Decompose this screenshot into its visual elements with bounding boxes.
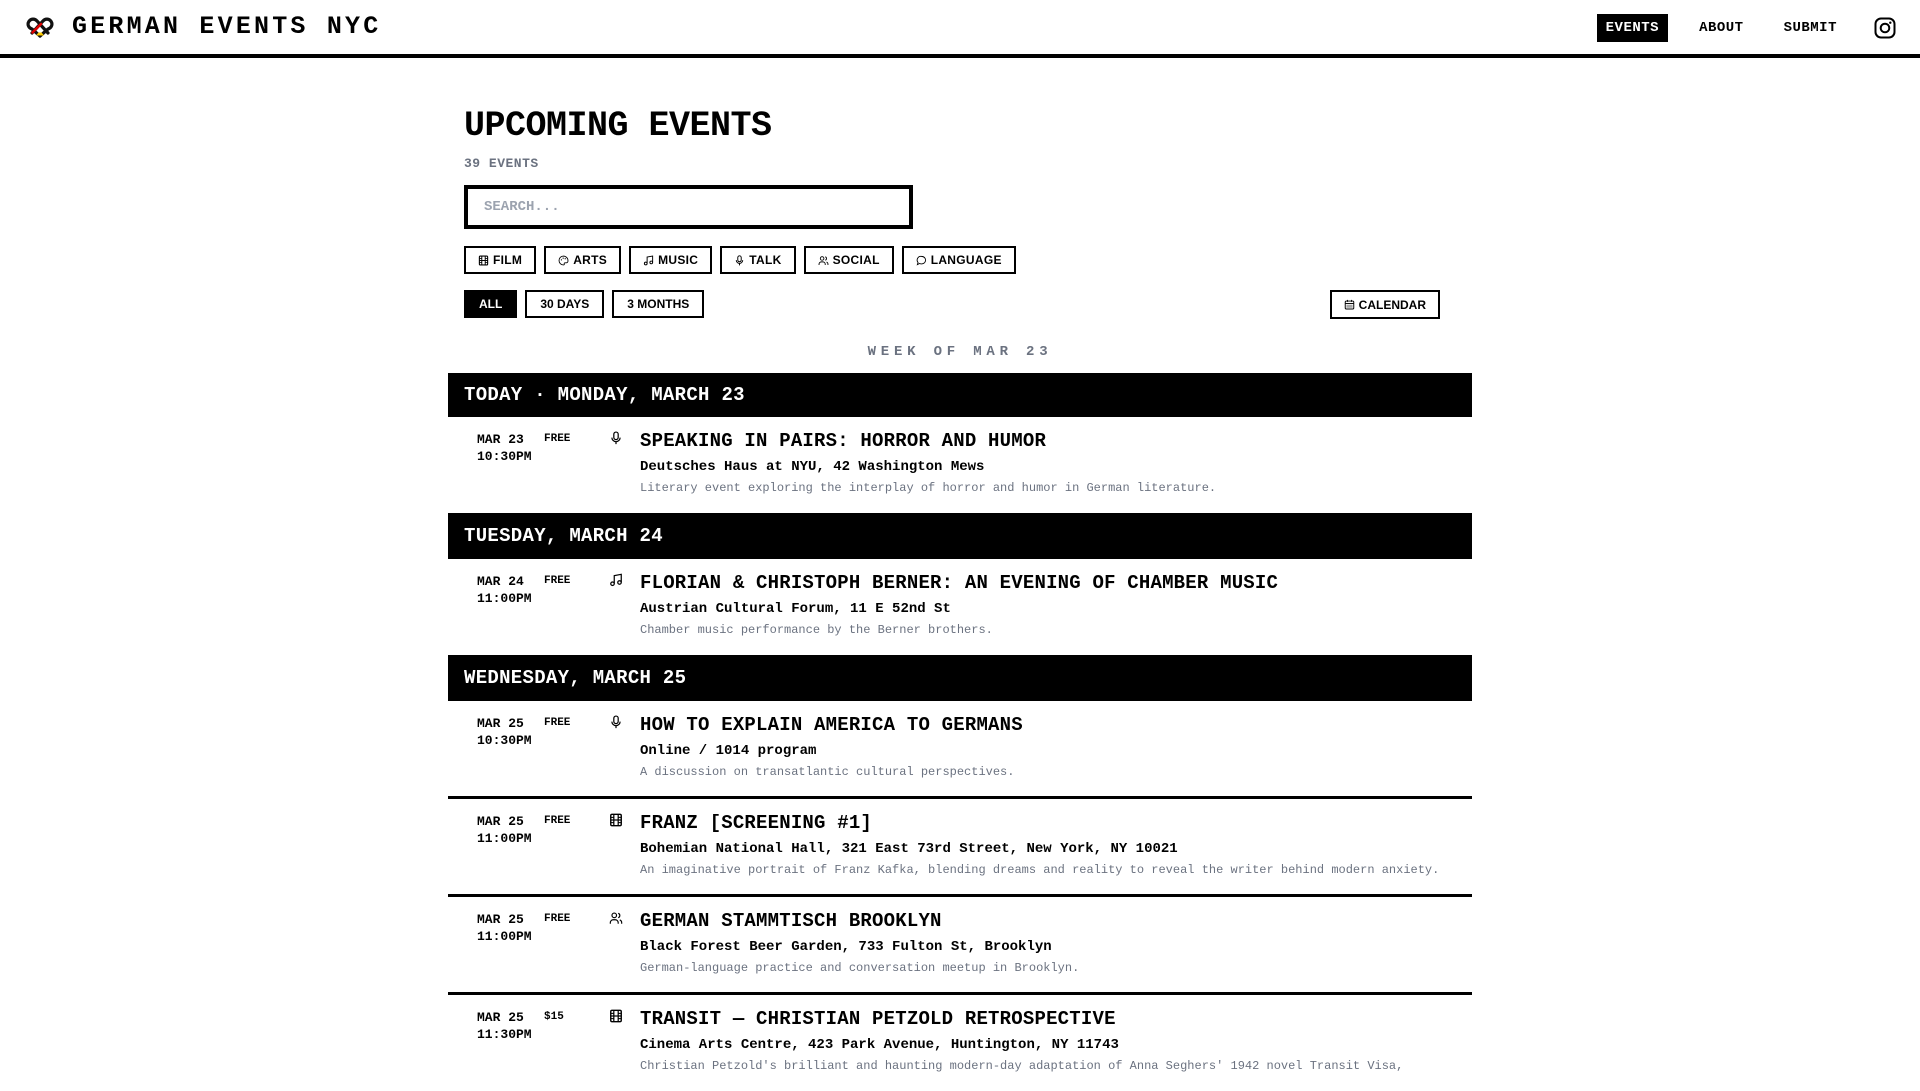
event-price: FREE (544, 575, 571, 587)
event-item[interactable] (448, 799, 1472, 897)
event-price: FREE (544, 815, 571, 827)
event-price: $15 (544, 1011, 564, 1023)
event-date: MAR 25 (477, 716, 524, 731)
music-note-icon (643, 255, 654, 266)
event-datetime (477, 573, 532, 607)
event-item[interactable] (448, 417, 1472, 513)
event-datetime (477, 1009, 532, 1043)
event-datetime (477, 715, 532, 749)
event-item[interactable] (448, 559, 1472, 655)
range-3-months[interactable]: 3 MONTHS (612, 290, 704, 318)
calendar-label: CALENDAR (1358, 297, 1426, 312)
microphone-icon (734, 255, 745, 266)
event-venue: Bohemian National Hall, 321 East 73rd Street, New York, NY 10021 (640, 841, 1178, 857)
category-filters (464, 246, 1456, 274)
event-description: An imaginative portrait of Franz Kafka, blending dreams and reality to reveal the writer behind modern anxiety. (640, 863, 1440, 877)
filter-label: MUSIC (658, 253, 699, 267)
event-date: MAR 25 (477, 1010, 524, 1025)
day-header: TUESDAY, MARCH 24 (448, 513, 1472, 559)
filter-film[interactable] (464, 246, 536, 274)
event-date: MAR 23 (477, 432, 524, 447)
filter-language[interactable] (902, 246, 1016, 274)
event-date: MAR 25 (477, 912, 524, 927)
event-title[interactable]: FRANZ [SCREENING #1] (640, 812, 873, 834)
calendar-icon (1344, 299, 1355, 310)
film-icon (609, 1009, 623, 1023)
event-time: 10:30PM (477, 733, 532, 748)
event-venue: Deutsches Haus at NYU, 42 Washington Mews (640, 459, 985, 475)
filter-label: FILM (493, 253, 523, 267)
search-input[interactable] (464, 185, 913, 229)
filter-label: ARTS (573, 253, 608, 267)
event-item[interactable] (448, 897, 1472, 995)
event-price: FREE (544, 913, 571, 925)
event-price: FREE (544, 433, 571, 445)
microphone-icon (609, 431, 623, 445)
filter-label: SOCIAL (832, 253, 880, 267)
filter-music[interactable] (629, 246, 712, 274)
filter-arts[interactable] (544, 246, 621, 274)
event-time: 11:00PM (477, 831, 532, 846)
day-header: WEDNESDAY, MARCH 25 (448, 655, 1472, 701)
nav-events[interactable]: EVENTS (1597, 14, 1668, 42)
filter-talk[interactable] (720, 246, 795, 274)
film-icon (478, 255, 489, 266)
top-navigation-bar (0, 0, 1920, 58)
event-time: 11:00PM (477, 591, 532, 606)
event-title[interactable]: GERMAN STAMMTISCH BROOKLYN (640, 910, 942, 932)
filter-social[interactable] (804, 246, 894, 274)
range-all[interactable]: ALL (464, 290, 517, 318)
filter-label: TALK (749, 253, 782, 267)
microphone-icon (609, 715, 623, 729)
event-datetime (477, 911, 532, 945)
event-title[interactable]: SPEAKING IN PAIRS: HORROR AND HUMOR (640, 430, 1047, 452)
event-time: 10:30PM (477, 449, 532, 464)
range-30-days[interactable]: 30 DAYS (525, 290, 604, 318)
event-date: MAR 24 (477, 574, 524, 589)
page-title: UPCOMING EVENTS (464, 106, 772, 146)
nav-submit[interactable]: SUBMIT (1783, 20, 1837, 36)
filter-label: LANGUAGE (930, 253, 1002, 267)
event-title[interactable]: FLORIAN & CHRISTOPH BERNER: AN EVENING OF CHAMBER MUSIC (640, 572, 1279, 594)
people-icon (818, 255, 829, 266)
event-title[interactable]: HOW TO EXPLAIN AMERICA TO GERMANS (640, 714, 1023, 736)
event-description: A discussion on transatlantic cultural perspectives. (640, 765, 1015, 779)
people-icon (609, 911, 623, 925)
pretzel-logo-icon (26, 13, 54, 41)
event-datetime (477, 813, 532, 847)
event-item[interactable] (448, 701, 1472, 799)
event-count: 39 EVENTS (464, 156, 539, 171)
date-range-filters (464, 290, 1456, 318)
event-description: Literary event exploring the interplay of horror and humor in German literature. (640, 481, 1217, 495)
speech-bubble-icon (916, 255, 927, 266)
event-item[interactable] (448, 995, 1472, 1091)
event-venue: Austrian Cultural Forum, 11 E 52nd St (640, 601, 951, 617)
event-date: MAR 25 (477, 814, 524, 829)
event-venue: Black Forest Beer Garden, 733 Fulton St, Brooklyn (640, 939, 1052, 955)
event-venue: Online / 1014 program (640, 743, 817, 759)
site-title: GERMAN EVENTS NYC (72, 12, 382, 41)
event-description: Christian Petzold's brilliant and haunting modern-day adaptation of Anna Seghers' 1942 novel Transit Visa, (640, 1059, 1404, 1073)
event-description: German-language practice and conversation meetup in Brooklyn. (640, 961, 1080, 975)
music-note-icon (609, 573, 623, 587)
film-icon (609, 813, 623, 827)
event-title[interactable]: TRANSIT — CHRISTIAN PETZOLD RETROSPECTIVE (640, 1008, 1116, 1030)
calendar-button[interactable] (1330, 290, 1440, 319)
event-time: 11:00PM (477, 929, 532, 944)
event-venue: Cinema Arts Centre, 423 Park Avenue, Huntington, NY 11743 (640, 1037, 1119, 1053)
event-datetime (477, 431, 532, 465)
nav-about[interactable]: ABOUT (1699, 20, 1744, 36)
day-header: TODAY · MONDAY, MARCH 23 (448, 373, 1472, 417)
palette-icon (558, 255, 569, 266)
event-description: Chamber music performance by the Berner brothers. (640, 623, 993, 637)
main-nav (1597, 14, 1920, 42)
week-label: WEEK OF MAR 23 (867, 344, 1053, 360)
event-price: FREE (544, 717, 571, 729)
instagram-icon[interactable] (1874, 17, 1896, 39)
event-time: 11:30PM (477, 1027, 532, 1042)
brand-home-link[interactable] (26, 12, 381, 41)
events-page (448, 58, 1472, 1091)
